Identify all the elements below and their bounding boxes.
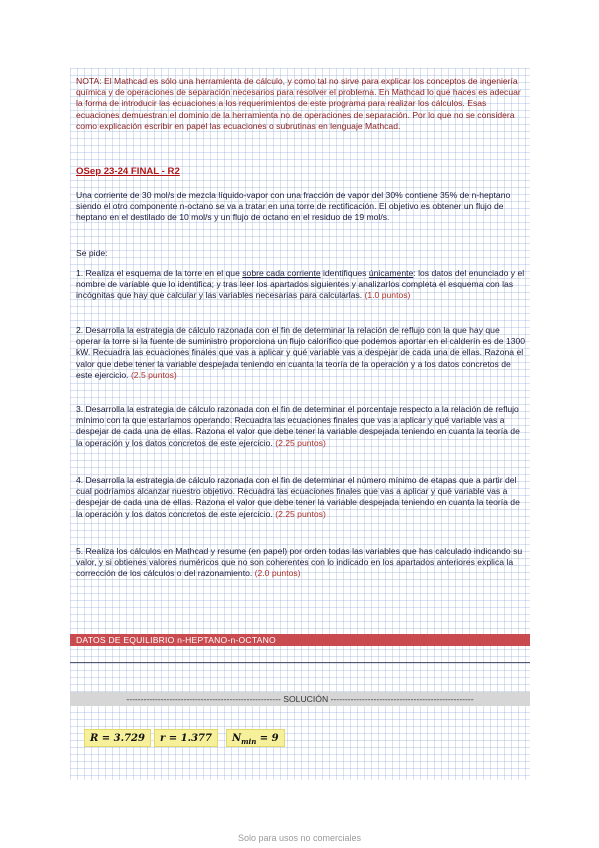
equilibrium-data-region[interactable]: DATOS DE EQUILIBRIO n-HEPTANO-n-OCTANO	[70, 634, 530, 646]
question-1-underline-1: sobre cada corriente	[242, 268, 321, 278]
watermark-footer: Solo para usos no comerciales	[237, 833, 362, 843]
result-reflux-ratio-symbol: R	[90, 733, 99, 744]
result-min-stages[interactable]: $N_{min} = 9$	[226, 729, 285, 747]
question-5-text: 5. Realiza los cálculos en Mathcad y resume (en papel) por orden todas las variables que has calculado indicando su valor, y si obtienes valores numéricos que no son coherentes con lo indicado en los apartados anteriores explica la corrección de los cálculos o del razonamiento.	[76, 546, 523, 579]
result-min-stages-subscript: min	[241, 737, 257, 746]
question-2	[76, 325, 526, 381]
result-reflux-percent[interactable]: r = 1.377	[154, 729, 218, 747]
question-1-text-c: : los datos del enunciado y el nombre de variable que lo identifica; y tras leer los apartados siguientes y analizarlos completa el esquema con las incógnitas que hay que calcular y las variables necesarias para calcularlas.	[76, 268, 525, 301]
question-5	[76, 546, 526, 580]
question-3	[76, 404, 526, 449]
question-2-points: (2.5 puntos)	[130, 369, 177, 380]
mathcad-note: NOTA: El Mathcad es sólo una herramienta de cálculo, y como tal no sirve para explicar los conceptos de ingeniería química y de operaciones de separación necesarios para resolver el problema. En Mathcad lo que haces es adecuar la forma de introducir las ecuaciones a los requerimientos de este programa para realizar los cálculos. Esas ecuaciones demuestran el dominio de la herramienta no de operaciones de separación. Por lo que no se considera como explicación escribir en papel las ecuaciones o subrutinas en lenguaje Mathcad.	[76, 76, 521, 131]
problem-statement: Una corriente de 30 mol/s de mezcla líquido-vapor con una fracción de vapor del 30% contiene 35% de n-heptano siendo el otro componente n-octano se va a tratar en una torre de rectificación. El objetivo es obtener un flujo de heptano en el destilado de 10 mol/s y un flujo de octano en el residuo de 19 mol/s.	[76, 190, 511, 223]
question-4-text: 4. Desarrolla la estrategia de cálculo razonada con el fin de determinar el número mínimo de etapas que a partir del cual podríamos alcanzar nuestro objetivo. Recuadra las ecuaciones finales que vas a aplicar y qué variable vas a despejar de cada una de ellas. Razona el valor que debe tener la variable despejada teniendo en cuanta la teoría de la operación y los datos concretos de este ejercicio.	[76, 475, 520, 519]
question-1-text-a: 1. Realiza el esquema de la torre en el que	[76, 268, 243, 278]
region-divider	[70, 662, 530, 663]
question-1	[76, 268, 526, 302]
result-min-stages-symbol: N	[232, 733, 242, 744]
result-reflux-ratio-value: 3.729	[113, 733, 145, 744]
question-1-points: (1.0 puntos)	[364, 290, 411, 301]
exam-heading: OSep 23-24 FINAL - R2	[76, 166, 180, 177]
solution-separator: ------------------------------------------------------ SOLUCIÓN --------------------------------------------------	[70, 692, 530, 706]
question-2-text: 2. Desarrolla la estrategia de cálculo razonada con el fin de determinar la relación de reflujo con la que hay que operar la torre si la fuente de suministro proporciona un flujo calorífico que podemos aportar en el calderín es de 1300 kW. Recuadra las ecuaciones finales que vas a aplicar y qué variable vas a despejar de cada una de ellas. Razona el valor que debe tener la variable despejada teniendo en cuanta la teoría de la operación y a los datos concretos de este ejercicio.	[76, 325, 526, 380]
result-min-stages-value: 9	[271, 733, 279, 744]
question-1-text-b: identifiques	[320, 268, 369, 278]
worksheet	[70, 68, 530, 780]
question-4	[76, 475, 526, 520]
result-reflux-percent-symbol: r	[160, 733, 166, 744]
question-5-points: (2.0 puntos)	[254, 568, 301, 579]
question-3-points: (2.25 puntos)	[275, 437, 326, 448]
result-reflux-ratio[interactable]: R = 3.729	[84, 729, 151, 747]
result-reflux-percent-value: 1.377	[180, 733, 212, 744]
question-1-underline-2: únicamente	[368, 268, 414, 278]
question-4-points: (2.25 puntos)	[275, 508, 326, 519]
se-pide-label: Se pide:	[76, 248, 108, 258]
question-3-text: 3. Desarrolla la estrategia de cálculo razonada con el fin de determinar el porcentaje respecto a la relación de reflujo mínimo con la que estaríamos operando. Recuadra las ecuaciones finales que vas a aplicar y qué variable vas a despejar de cada una de ellas. Razona el valor que debe tener la variable despejada teniendo en cuanta la teoría de la operación y los datos concretos de este ejercicio.	[76, 404, 520, 448]
